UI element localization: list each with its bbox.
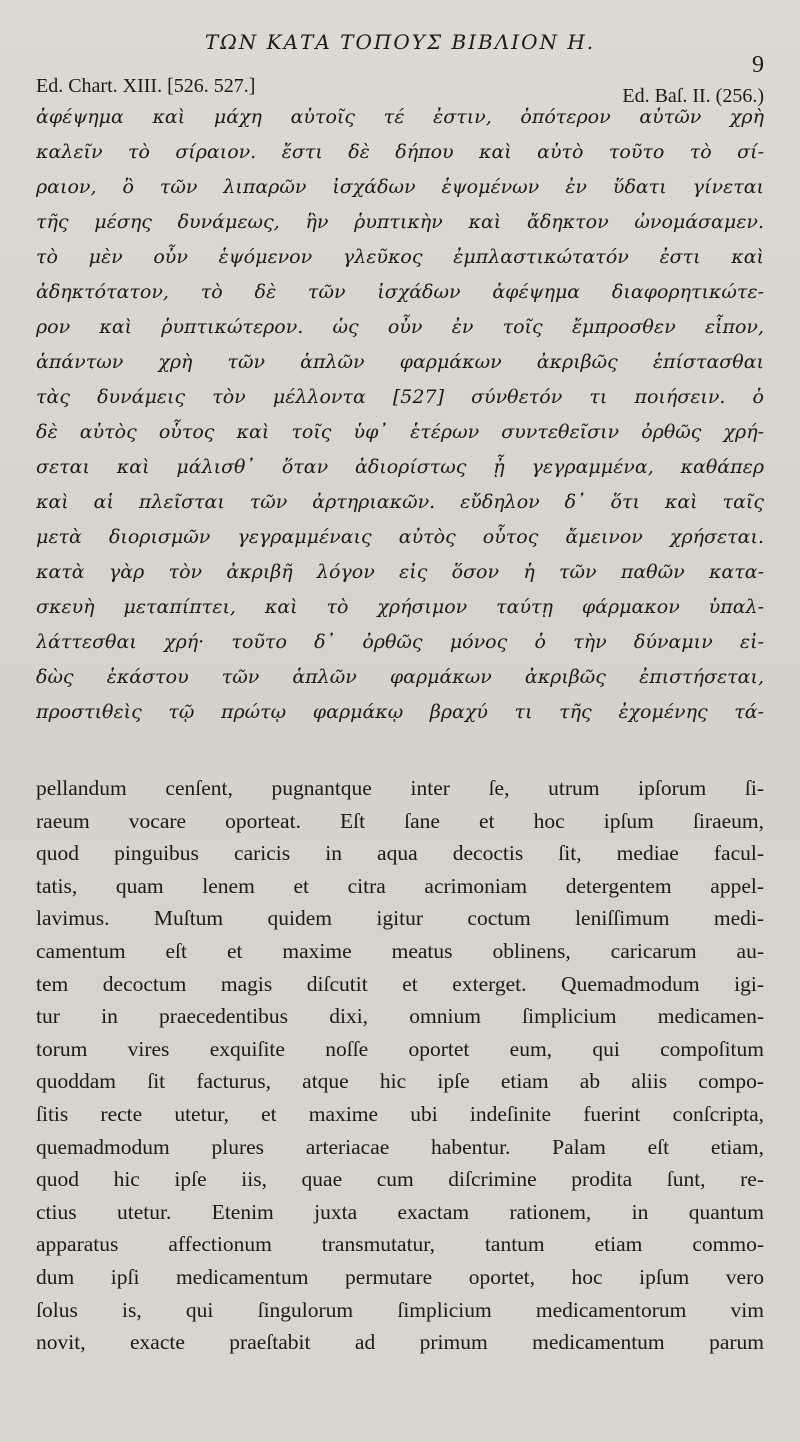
- latin-text-line: lavimus. Muſtum quidem igitur coctum leniſſimum medi-: [36, 906, 764, 931]
- greek-text-line: ἁπάντων χρὴ τῶν ἁπλῶν φαρμάκων ἀκριβῶς ἐπίστασθαι: [36, 351, 764, 373]
- greek-text-line: δὲ αὐτὸς οὗτος καὶ τοῖς ὑφ᾽ ἑτέρων συντεθεῖσιν ὀρθῶς χρή-: [36, 421, 764, 443]
- latin-text-line: dum ipſi medicamentum permutare oportet, hoc ipſum vero: [36, 1264, 764, 1289]
- greek-text-line: ραιον, ὃ τῶν λιπαρῶν ἰσχάδων ἑψομένων ἐν ὕδατι γίνεται: [36, 176, 764, 198]
- latin-text-line: tur in praecedentibus dixi, omnium ſimplicium medicamen-: [36, 1004, 764, 1029]
- greek-text-line: δὼς ἑκάστου τῶν ἁπλῶν φαρμάκων ἀκριβῶς ἐπιστήσεται,: [36, 666, 764, 688]
- latin-text-line: torum vires exquiſite noſſe oportet eum, qui compoſitum: [36, 1036, 764, 1061]
- greek-text: [36, 100, 764, 730]
- latin-text-line: raeum vocare oporteat. Eſt ſane et hoc ipſum ſiraeum,: [36, 808, 764, 833]
- latin-text-line: ſitis recte utetur, et maxime ubi indeſinite fuerint conſcripta,: [36, 1101, 764, 1126]
- greek-text-line: κατὰ γὰρ τὸν ἀκριβῆ λόγον εἰς ὅσον ἡ τῶν παθῶν κατα-: [36, 561, 764, 583]
- edition-reference-chart: Ed. Chart. XIII. [526. 527.]: [36, 75, 256, 97]
- latin-text-line: ſolus is, qui ſingulorum ſimplicium medicamentorum vim: [36, 1297, 764, 1322]
- latin-text-line: camentum eſt et maxime meatus oblinens, caricarum au-: [36, 938, 764, 963]
- latin-text-line: tatis, quam lenem et citra acrimoniam detergentem appel-: [36, 873, 764, 898]
- greek-text-line: προστιθεὶς τῷ πρώτῳ φαρμάκῳ βραχύ τι τῆς ἐχομένης τά-: [36, 701, 764, 723]
- greek-text-line: σεται καὶ μάλισθ᾽ ὅταν ἀδιορίστως ᾖ γεγραμμένα, καθάπερ: [36, 456, 764, 478]
- latin-text-line: quoddam ſit facturus, atque hic ipſe etiam ab aliis compo-: [36, 1069, 764, 1094]
- latin-text-line: quemadmodum plures arteriacae habentur. Palam eſt etiam,: [36, 1134, 764, 1159]
- greek-text-line: τῆς μέσης δυνάμεως, ἣν ῥυπτικὴν καὶ ἄδηκτον ὠνομάσαμεν.: [36, 211, 764, 233]
- greek-text-line: σκευὴ μεταπίπτει, καὶ τὸ χρήσιμον ταύτῃ φάρμακον ὑπαλ-: [36, 596, 764, 618]
- greek-text-line: ρον καὶ ῥυπτικώτερον. ὡς οὖν ἐν τοῖς ἔμπροσθεν εἶπον,: [36, 316, 764, 338]
- greek-text-line: τὸ μὲν οὖν ἑψόμενον γλεῦκος ἐμπλαστικώτατόν ἐστι καὶ: [36, 246, 764, 268]
- greek-text-line: μετὰ διορισμῶν γεγραμμέναις αὐτὸς οὗτος ἄμεινον χρήσεται.: [36, 526, 764, 548]
- greek-text-line: καὶ αἱ πλεῖσται τῶν ἀρτηριακῶν. εὔδηλον δ᾽ ὅτι καὶ ταῖς: [36, 491, 764, 513]
- greek-text-line: ἀδηκτότατον, τὸ δὲ τῶν ἰσχάδων ἀφέψημα διαφορητικώτε-: [36, 281, 764, 303]
- latin-text-line: apparatus affectionum transmutatur, tantum etiam commo-: [36, 1232, 764, 1257]
- page-number: 9: [752, 52, 764, 78]
- latin-text: [36, 772, 764, 1359]
- latin-text-line: ctius utetur. Etenim juxta exactam rationem, in quantum: [36, 1199, 764, 1224]
- latin-text-line: pellandum cenſent, pugnantque inter ſe, utrum ipſorum ſi-: [36, 776, 764, 800]
- latin-text-line: quod hic ipſe iis, quae cum diſcrimine prodita ſunt, re-: [36, 1167, 764, 1192]
- latin-text-line: quod pinguibus caricis in aqua decoctis ſit, mediae facul-: [36, 841, 764, 866]
- running-head: ΤΩΝ ΚΑΤΑ ΤΟΠΟΥΣ ΒΙΒΛΙΟΝ Η.: [204, 30, 596, 54]
- greek-text-line: λάττεσθαι χρή· τοῦτο δ᾽ ὀρθῶς μόνος ὁ τὴν δύναμιν εἰ-: [36, 631, 764, 653]
- edition-reference-basel: Ed. Baſ. II. (256.): [622, 85, 764, 107]
- latin-text-line: tem decoctum magis diſcutit et exterget. Quemadmodum igi-: [36, 971, 764, 996]
- greek-text-line: ἀφέψημα καὶ μάχη αὐτοῖς τέ ἐστιν, ὁπότερον αὐτῶν χρὴ: [36, 106, 764, 128]
- latin-text-line: novit, exacte praeſtabit ad primum medicamentum parum: [36, 1330, 764, 1355]
- greek-text-line: καλεῖν τὸ σίραιον. ἔστι δὲ δήπου καὶ αὐτὸ τοῦτο τὸ σί-: [36, 141, 764, 163]
- greek-text-line: τὰς δυνάμεις τὸν μέλλοντα [527] σύνθετόν τι ποιήσειν. ὁ: [36, 386, 764, 408]
